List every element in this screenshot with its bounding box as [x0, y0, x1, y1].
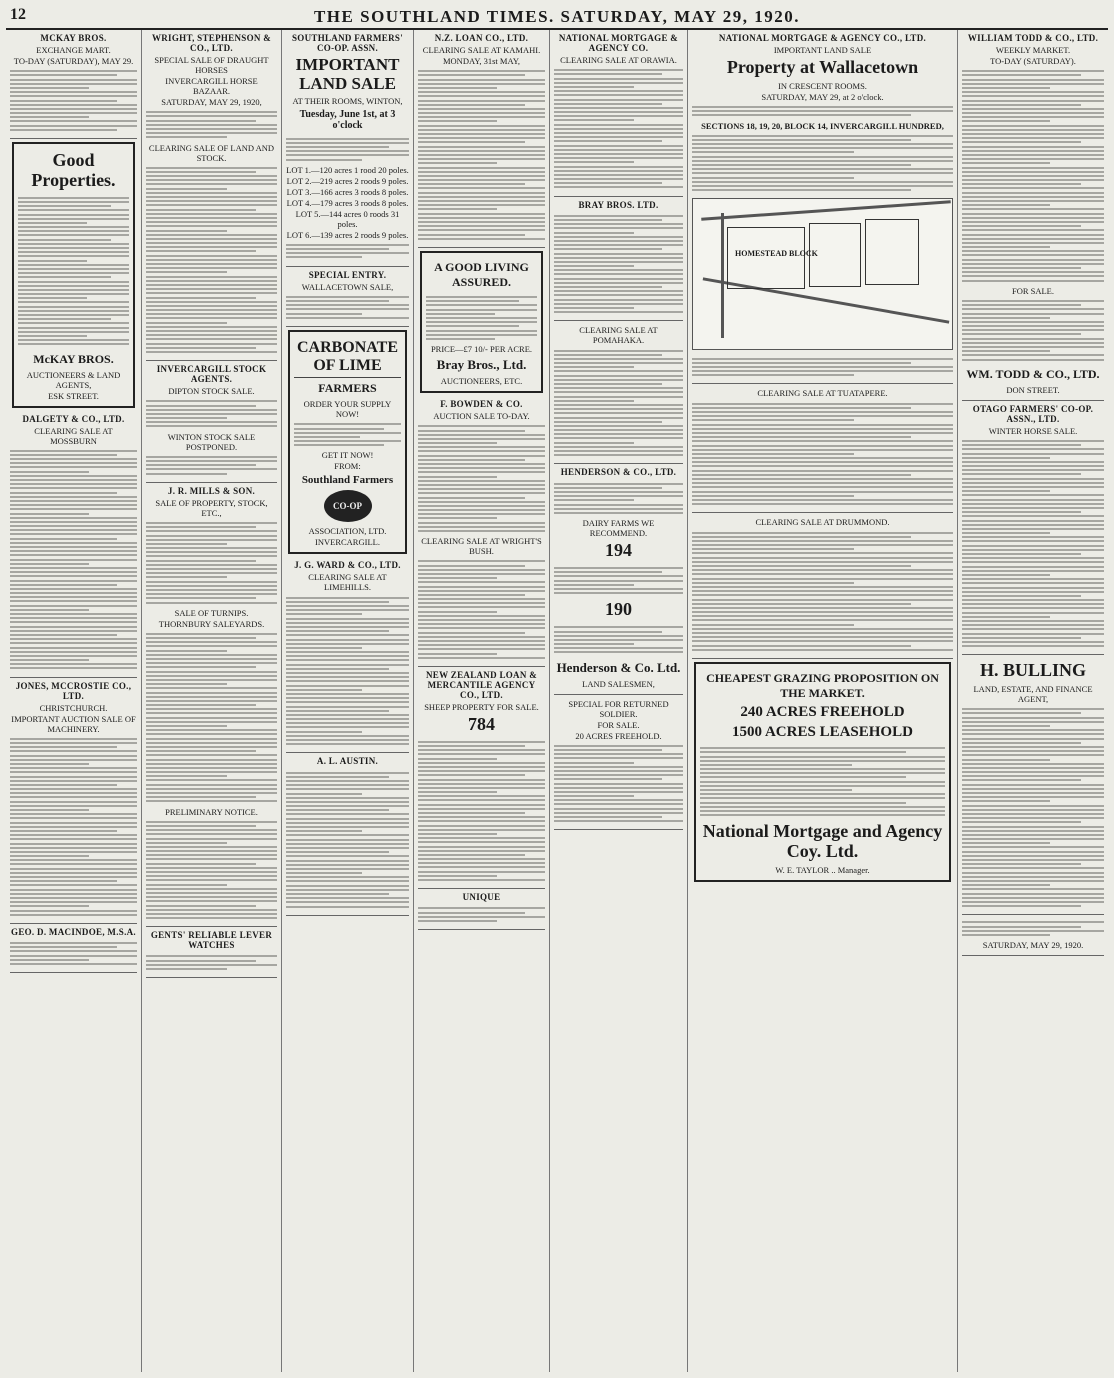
ad-body	[418, 738, 545, 885]
ad-heading: JONES, MCCROSTIE CO., LTD.	[15, 680, 132, 701]
ad-heading: OTAGO FARMERS' CO-OP. ASSN., LTD.	[972, 403, 1094, 424]
ad-cheapest-grazing	[694, 662, 951, 882]
ad-imprint	[962, 915, 1104, 956]
ad-subheading: IMPORTANT AUCTION SALE OF MACHINERY.	[11, 713, 136, 734]
ad-subheading: LAND, ESTATE, AND FINANCE AGENT,	[973, 684, 1093, 705]
ad-body	[692, 399, 953, 508]
ad-body	[294, 420, 401, 449]
map-label: HOMESTEAD BLOCK	[735, 249, 818, 259]
ad-gents-watches	[146, 927, 277, 978]
lot-line: LOT 4.—179 acres 3 roods 8 poles.	[286, 197, 409, 208]
ad-national-orawia	[554, 30, 683, 197]
ad-carbonate-of-lime	[288, 330, 407, 555]
ad-mills	[146, 483, 277, 928]
ad-tuatapere	[692, 384, 953, 513]
ad-heading: MCKAY BROS.	[40, 33, 107, 43]
ad-subheading: DAIRY FARMS WE RECOMMEND.	[582, 518, 655, 539]
ad-heading: NATIONAL MORTGAGE & AGENCY CO., LTD.	[718, 33, 927, 43]
ad-body	[146, 164, 277, 357]
ad-body	[692, 132, 953, 195]
ad-heading: J. R. MILLS & SON.	[167, 485, 256, 496]
ad-subheading: SECTIONS 18, 19, 20, BLOCK 14, INVERCARGILL HUNDRED,	[701, 120, 944, 131]
ad-heading: GEO. D. MACINDOE, M.S.A.	[11, 926, 136, 937]
ad-tagline: GET IT NOW!	[321, 450, 374, 461]
ad-special-entry	[286, 267, 409, 327]
ad-display-title: Property at Wallacetown	[726, 57, 919, 77]
ad-firm-subtitle: AUCTIONEERS & LAND AGENTS,	[26, 369, 121, 390]
newspaper-title: THE SOUTHLAND TIMES. SATURDAY, MAY 29, 1920.	[313, 7, 801, 26]
column-5	[550, 30, 688, 1372]
ad-date: SATURDAY, MAY 29, at 2 o'clock.	[761, 91, 884, 102]
ad-subheading: FOR SALE.	[1011, 285, 1055, 296]
ad-date: SATURDAY, MAY 29, 1920,	[161, 97, 262, 107]
ad-tagline: FROM:	[334, 461, 361, 472]
ad-ward	[286, 557, 409, 753]
ad-body	[146, 453, 277, 478]
ad-body	[962, 297, 1104, 364]
ad-heading: NATIONAL MORTGAGE & AGENCY CO.	[558, 33, 679, 53]
ad-invercargill-stock-agents	[146, 361, 277, 483]
ad-subheading: WEEKLY MARKET.	[995, 45, 1071, 55]
ad-body	[426, 293, 537, 343]
ad-body	[962, 437, 1104, 651]
ad-heading: A. L. AUSTIN.	[316, 756, 379, 767]
ad-firm-manager: W. E. TAYLOR .. Manager.	[775, 864, 870, 875]
ad-heading: SPECIAL ENTRY.	[308, 269, 387, 280]
ad-body	[692, 528, 953, 654]
ad-heading: WILLIAM TODD & CO., LTD.	[967, 33, 1099, 43]
ad-body	[418, 904, 545, 925]
ad-heading: NEW ZEALAND LOAN & MERCANTILE AGENCY CO., LTD.	[426, 669, 537, 700]
ad-heading: HENDERSON & CO., LTD.	[560, 467, 677, 478]
ad-firm-subtitle: AUCTIONEERS, ETC.	[440, 376, 523, 387]
ad-drummond	[692, 513, 953, 659]
ad-date: MONDAY, 31st MAY,	[442, 56, 520, 66]
ad-body	[692, 354, 953, 379]
ad-heading: WRIGHT, STEPHENSON & CO., LTD.	[151, 33, 272, 53]
ad-display-number: 784	[468, 713, 495, 734]
ad-subheading: THORNBURY SALEYARDS.	[158, 618, 265, 629]
ad-heading: GENTS' RELIABLE LEVER WATCHES	[150, 930, 273, 951]
ad-bowden	[418, 396, 545, 667]
page-number: 12	[10, 6, 26, 23]
columns	[6, 30, 1108, 1372]
ad-body	[554, 742, 683, 826]
ad-subheading: IN CRESCENT ROOMS.	[778, 80, 867, 91]
ad-price: PRICE—£7 10/- PER ACRE.	[430, 344, 533, 355]
co-op-logo-icon: CO-OP	[324, 490, 372, 522]
ad-firm-name: Southland Farmers	[301, 474, 394, 487]
site-plan-map	[692, 198, 953, 350]
ad-austin	[286, 753, 409, 915]
lot-line: LOT 2.—219 acres 2 roods 9 poles.	[286, 175, 409, 186]
ad-firm-address: ESK STREET.	[48, 390, 99, 401]
ad-body	[10, 939, 137, 968]
lot-line: LOT 3.—166 acres 3 roods 8 poles.	[286, 186, 409, 197]
ad-date: TO-DAY (SATURDAY), MAY 29.	[13, 56, 134, 66]
ad-subheading: IMPORTANT LAND SALE	[773, 45, 872, 55]
ad-body	[418, 67, 545, 243]
ad-bray-bros	[554, 197, 683, 322]
ad-body	[554, 212, 683, 317]
ad-body	[146, 519, 277, 607]
ad-firm-subtitle: ASSOCIATION, LTD.	[308, 526, 387, 537]
ad-body	[286, 134, 409, 163]
ad-subheading: WINTER HORSE SALE.	[988, 425, 1078, 436]
ad-body	[554, 66, 683, 192]
ad-body	[146, 952, 277, 973]
ad-firm-name: McKAY BROS.	[33, 351, 114, 366]
ad-display-title: CHEAPEST GRAZING PROPOSITION ON THE MARKET.	[706, 670, 939, 700]
ad-body	[286, 768, 409, 910]
ad-display-title: Good Properties.	[31, 150, 116, 190]
ad-body	[962, 705, 1104, 910]
ad-subheading: AUCTION SALE TO-DAY.	[433, 411, 530, 422]
ad-firm-address: DON STREET.	[1006, 384, 1060, 395]
ad-good-properties	[12, 142, 135, 408]
ad-subheading: CLEARING SALE AT POMAHAKA.	[579, 325, 658, 346]
column-4	[414, 30, 550, 1372]
ad-subheading: PRELIMINARY NOTICE.	[165, 806, 258, 817]
ad-subheading: WINTON STOCK SALE POSTPONED.	[167, 431, 256, 452]
ad-body	[962, 67, 1104, 285]
ad-subheading: CHRISTCHURCH.	[39, 702, 108, 713]
ad-subheading: CLEARING SALE AT LIMEHILLS.	[308, 572, 387, 593]
ad-body	[286, 241, 409, 262]
ad-firm-name: WM. TODD & CO., LTD.	[966, 366, 1100, 381]
ad-subheading: AT THEIR ROOMS, WINTON,	[292, 96, 403, 107]
ad-body	[10, 735, 137, 919]
lot-line: LOT 5.—144 acres 0 roods 31 poles.	[295, 208, 400, 229]
ad-subheading: EXCHANGE MART.	[36, 45, 111, 55]
ad-william-todd	[962, 30, 1104, 401]
ad-mckay-exchange	[10, 30, 137, 139]
ad-subheading: CLEARING SALE AT KAMAHI.	[422, 45, 541, 55]
ad-body	[554, 564, 683, 598]
ad-wright-stephenson	[146, 30, 277, 361]
ad-heading: BRAY BROS. LTD.	[578, 199, 659, 210]
ad-display-title: IMPORTANT LAND SALE	[295, 55, 400, 93]
ad-unique	[418, 889, 545, 930]
ad-subheading: CLEARING SALE AT ORAWIA.	[560, 55, 677, 65]
ad-subheading: SPECIAL FOR RETURNED SOLDIER.	[568, 698, 669, 719]
ad-heading: UNIQUE	[462, 892, 501, 903]
ad-body	[146, 630, 277, 806]
ad-subheading: SPECIAL SALE OF DRAUGHT HORSES	[154, 55, 269, 75]
column-6	[688, 30, 958, 1372]
ad-body	[146, 818, 277, 923]
ad-body	[700, 744, 945, 819]
lot-line: LOT 6.—139 acres 2 roods 9 poles.	[286, 229, 409, 240]
ad-land-sale-winton	[286, 30, 409, 267]
column-2	[142, 30, 282, 1372]
ad-body	[554, 346, 683, 459]
ad-firm-name: Henderson & Co. Ltd.	[556, 659, 681, 675]
ad-subheading: WALLACETOWN SALE,	[301, 281, 394, 292]
ad-body	[10, 447, 137, 673]
ad-body	[18, 194, 129, 349]
ad-display-line: 1500 ACRES LEASEHOLD	[732, 723, 913, 740]
ad-subheading: INVERCARGILL HORSE BAZAAR.	[165, 76, 258, 96]
ad-display-title: CARBONATE OF LIME	[296, 338, 399, 374]
ad-display-number: 194	[605, 540, 632, 561]
ad-display-title: A GOOD LIVING ASSURED.	[434, 259, 529, 289]
ad-macindoe	[10, 924, 137, 973]
ad-otago-farmers	[962, 401, 1104, 656]
ad-subheading: CLEARING SALE AT DRUMMOND.	[755, 517, 890, 528]
ad-body	[418, 557, 545, 662]
ad-display-title: H. BULLING	[979, 660, 1087, 681]
ad-subheading: FOR SALE.	[597, 719, 640, 730]
column-1	[6, 30, 142, 1372]
ad-pomahaka	[554, 321, 683, 464]
ad-body	[146, 108, 277, 142]
column-3	[282, 30, 414, 1372]
ad-body	[692, 103, 953, 120]
ad-firm-name: National Mortgage and Agency Coy. Ltd.	[702, 821, 943, 862]
ad-firm-subtitle: LAND SALESMEN,	[582, 678, 655, 689]
ad-body	[554, 479, 683, 517]
ad-date: TO-DAY (SATURDAY).	[990, 56, 1076, 66]
ad-firm-address: INVERCARGILL.	[315, 537, 380, 548]
ad-dalgety	[10, 411, 137, 678]
ad-subheading: DIPTON STOCK SALE.	[168, 386, 255, 397]
ad-tagline: ORDER YOUR SUPPLY NOW!	[303, 399, 392, 420]
ad-display-number: 190	[605, 599, 632, 620]
ad-subheading: SHEEP PROPERTY FOR SALE.	[424, 701, 539, 712]
ad-body	[418, 422, 545, 535]
ad-subheading: FARMERS	[318, 381, 377, 396]
ad-subheading: SALE OF PROPERTY, STOCK, ETC.,	[155, 497, 268, 518]
ad-returned-soldier	[554, 695, 683, 831]
ad-subheading: CLEARING SALE AT WRIGHT'S BUSH.	[421, 536, 542, 557]
ad-jones-mccrostie	[10, 678, 137, 924]
ad-nz-loan	[418, 30, 545, 248]
ad-heading: DALGETY & CO., LTD.	[22, 413, 125, 424]
ad-date: Tuesday, June 1st, at 3 o'clock	[299, 109, 396, 132]
ad-heading: F. BOWDEN & CO.	[440, 399, 523, 410]
ad-body	[286, 293, 409, 322]
lot-line: LOT 1.—120 acres 1 rood 20 poles.	[286, 164, 409, 175]
imprint-date: SATURDAY, MAY 29, 1920.	[982, 940, 1084, 951]
ad-body	[146, 397, 277, 431]
ad-body	[10, 67, 137, 134]
ad-subheading: CLEARING SALE OF LAND AND STOCK.	[148, 142, 275, 163]
ad-heading: SOUTHLAND FARMERS' CO-OP. ASSN.	[292, 33, 403, 53]
ad-subheading: CLEARING SALE AT MOSSBURN	[34, 425, 113, 446]
ad-heading: N.Z. LOAN CO., LTD.	[434, 33, 529, 43]
masthead	[6, 4, 1108, 30]
ad-subheading: 20 ACRES FREEHOLD.	[575, 730, 662, 741]
ad-nz-loan-sheep	[418, 667, 545, 889]
ad-display-line: 240 ACRES FREEHOLD	[740, 703, 905, 720]
ad-good-living	[420, 251, 543, 393]
ad-henderson	[554, 464, 683, 694]
ad-bulling	[962, 655, 1104, 915]
ad-body	[554, 623, 683, 657]
ad-wallacetown-property	[692, 30, 953, 384]
ad-firm-name: Bray Bros., Ltd.	[436, 357, 527, 373]
ad-body	[286, 593, 409, 748]
ad-body	[962, 918, 1104, 939]
ad-subheading: CLEARING SALE AT TUATAPERE.	[757, 388, 888, 399]
ad-heading: INVERCARGILL STOCK AGENTS.	[156, 364, 267, 385]
ad-subheading: SALE OF TURNIPS.	[174, 607, 249, 618]
ad-heading: J. G. WARD & CO., LTD.	[294, 560, 401, 571]
column-7	[958, 30, 1108, 1372]
